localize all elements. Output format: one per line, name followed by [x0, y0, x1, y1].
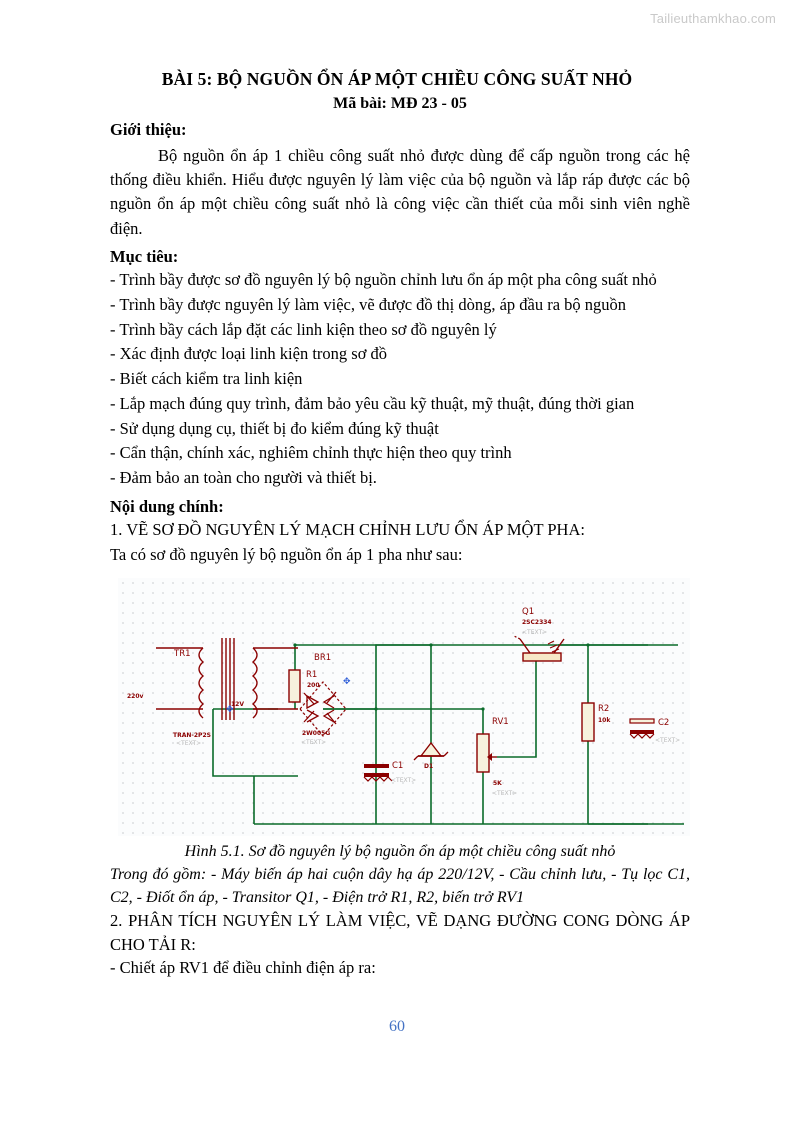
label-rv1-value: 5K	[493, 779, 502, 787]
label-c1-text: <TEXT>	[391, 776, 417, 784]
objective-item: - Trình bầy cách lắp đặt các linh kiện theo sơ đồ nguyên lý	[110, 319, 497, 339]
figure-note: Trong đó gồm: - Máy biến áp hai cuộn dây hạ áp 220/12V, - Cầu chỉnh lưu, - Tụ lọc C1, C2, - Điốt ổn áp, - Transitor Q1, - Điện trở R1, R2, biến trở RV1	[110, 866, 690, 907]
wire-group	[213, 645, 684, 824]
label-q1-ref: Q1	[522, 606, 535, 617]
objective-item: - Sử dụng dụng cụ, thiết bị đo kiểm đúng kỹ thuật	[110, 418, 439, 438]
move-cursor-icon: ✥	[226, 704, 234, 715]
page-number: 60	[389, 1018, 405, 1035]
label-c2-text: <TEXT>	[655, 736, 681, 744]
resistor-r1-symbol	[289, 670, 300, 702]
resistor-r2-symbol	[582, 703, 594, 741]
heading-introduction: Giới thiệu:	[110, 120, 187, 140]
potentiometer-rv1-symbol	[477, 734, 497, 772]
objective-item: - Cẩn thận, chính xác, nghiêm chỉnh thực hiện theo quy trình	[110, 443, 512, 463]
page-content	[110, 68, 690, 981]
paragraph-introduction: Bộ nguồn ổn áp 1 chiều công suất nhỏ được dùng để cấp nguồn trong các hệ thống điều khiển. Hiểu được nguyên lý làm việc của bộ nguồn và lắp ráp được các bộ nguồn ổn áp một chiều công suất nhỏ là công việc cần thiết của mỗi sinh viên nghề điện.	[110, 145, 690, 238]
label-transformer-ref: TR1	[174, 648, 191, 659]
label-r2-ref: R2	[598, 703, 610, 714]
label-r1-value: 200	[307, 681, 320, 689]
figure-caption: Hình 5.1. Sơ đồ nguyên lý bộ nguồn ổn áp một chiều công suất nhỏ	[184, 842, 616, 860]
label-c2-ref: C2	[658, 717, 670, 728]
transistor-q1-symbol	[514, 636, 564, 661]
heading-main-content: Nội dung chính:	[110, 496, 224, 516]
label-c1-ref: C1	[392, 760, 404, 771]
label-transformer-secondary: 12V	[231, 700, 244, 708]
section-1-title: 1. VẼ SƠ ĐỒ NGUYÊN LÝ MẠCH CHỈNH LƯU ỔN ÁP MỘT PHA:	[110, 520, 585, 540]
label-bridge-text: <TEXT>	[301, 738, 327, 746]
figure-circuit-schematic	[110, 578, 690, 840]
watermark: Tailieuthamkhao.com	[650, 11, 776, 26]
page-subtitle: Mã bài: MĐ 23 - 05	[333, 94, 467, 112]
label-rv1-ref: RV1	[492, 716, 509, 727]
objective-item: - Biết cách kiểm tra linh kiện	[110, 369, 303, 389]
page-title: BÀI 5: BỘ NGUỒN ỔN ÁP MỘT CHIỀU CÔNG SUẤT NHỎ	[161, 69, 633, 89]
capacitor-c2-symbol	[630, 719, 654, 738]
section-1-lead: Ta có sơ đồ nguyên lý bộ nguồn ổn áp 1 pha như sau:	[110, 545, 463, 565]
label-transformer-value: TRAN-2P2S	[173, 731, 211, 739]
objective-item: - Trình bầy được nguyên lý làm việc, vẽ được đồ thị dòng, áp đầu ra bộ nguồn	[110, 294, 627, 314]
capacitor-c1-symbol	[364, 764, 392, 781]
label-q1-text: <TEXT>	[522, 628, 548, 636]
section-2-title: 2. PHÂN TÍCH NGUYÊN LÝ LÀM VIỆC, VẼ DẠNG ĐƯỜNG CONG DÒNG ÁP CHO TẢI R:	[110, 911, 690, 954]
heading-objectives: Mục tiêu:	[110, 246, 179, 266]
objective-item: - Trình bầy được sơ đồ nguyên lý bộ nguồn chỉnh lưu ổn áp một pha công suất nhỏ	[110, 270, 657, 290]
objective-item: - Lắp mạch đúng quy trình, đảm bảo yêu cầu kỹ thuật, mỹ thuật, đúng thời gian	[110, 393, 635, 413]
bridge-diodes	[304, 692, 336, 724]
label-rv1-text: <TEXT>	[492, 789, 518, 797]
label-d1-ref: D1	[424, 762, 434, 770]
schematic-canvas	[118, 578, 690, 836]
label-transformer-primary: 220v	[127, 692, 144, 700]
section-2-line-1: - Chiết áp RV1 để điều chỉnh điện áp ra:	[110, 958, 376, 978]
objective-item: - Đảm bảo an toàn cho người và thiết bị.	[110, 468, 377, 488]
label-bridge-value: 2W005G	[302, 729, 331, 737]
objective-item: - Xác định được loại linh kiện trong sơ đồ	[110, 344, 388, 364]
label-bridge-ref: BR1	[314, 652, 332, 663]
label-r2-value: 10k	[598, 716, 611, 724]
move-cursor-icon: ✥	[343, 676, 351, 687]
label-q1-value: 2SC2334	[522, 618, 552, 626]
label-r1-ref: R1	[306, 669, 318, 680]
label-transformer-text: <TEXT>	[176, 739, 202, 747]
